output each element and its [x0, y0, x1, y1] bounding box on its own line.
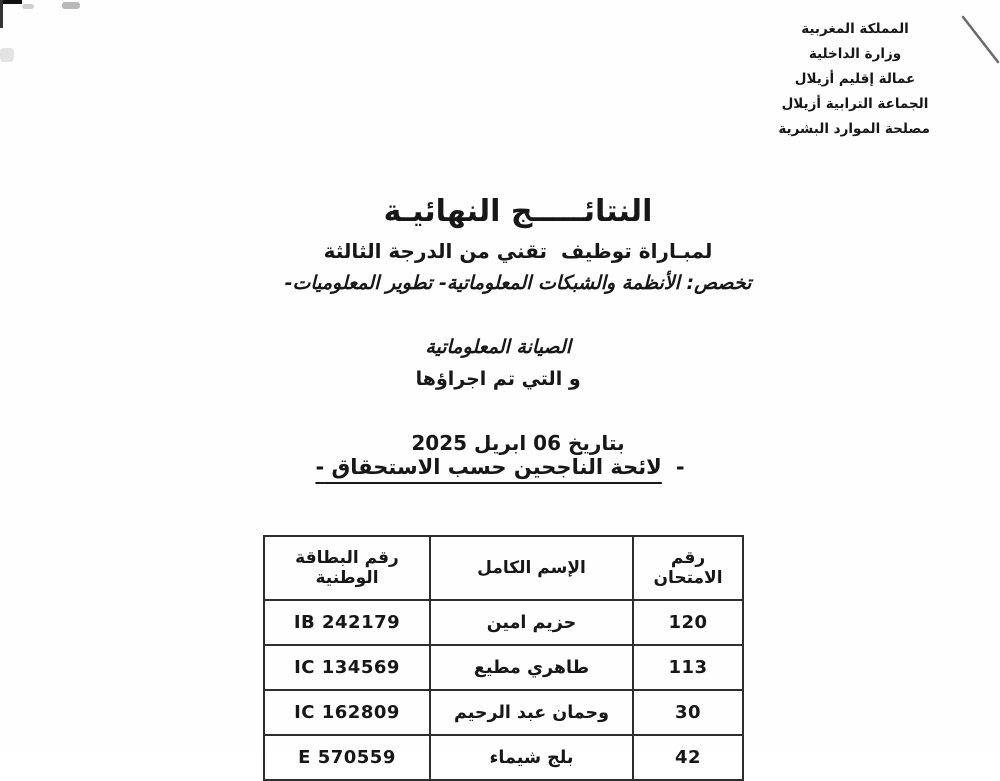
exam-date-line: بتاريخ 06 ابريل 2025 — [411, 431, 625, 455]
heading-text: لائحة الناجحين حسب الاستحقاق — [331, 455, 662, 479]
full-name-cell: طاهري مطيع — [430, 645, 633, 690]
table-row — [264, 690, 743, 735]
table-row — [264, 645, 743, 690]
column-header-exam-number: رقم الامتحان — [633, 536, 743, 600]
subtitle-specialization: تخصص: الأنظمة والشبكات المعلوماتية- تطوير المعلوميات- — [284, 272, 752, 294]
exam-number-cell: 42 — [633, 735, 743, 780]
table-row — [264, 735, 743, 780]
letterhead-line-province: عمالة إقليم أزيلال — [794, 71, 916, 87]
column-header-full-name: الإسم الكامل — [430, 536, 633, 600]
letterhead — [780, 17, 930, 142]
id-card-cell: IC 134569 — [264, 645, 430, 690]
heading-dash-start: - — [675, 455, 685, 479]
heading-dash-end: - — [315, 455, 325, 479]
scan-corner-artifact — [0, 0, 3, 28]
table-row — [264, 600, 743, 645]
full-name-cell: حزيم امين — [430, 600, 633, 645]
merit-list-heading — [14, 450, 1000, 484]
results-table — [263, 535, 744, 781]
subtitle-maintenance-italic: الصيانة المعلوماتية — [425, 336, 571, 358]
subtitle-maintenance — [36, 299, 1000, 427]
exam-number-cell: 113 — [633, 645, 743, 690]
full-name-cell: وحمان عبد الرحيم — [430, 690, 633, 735]
id-card-cell: E 570559 — [264, 735, 430, 780]
scan-speck — [62, 2, 80, 9]
full-name-cell: بلج شيماء — [430, 735, 633, 780]
exam-number-cell: 120 — [633, 600, 743, 645]
page-title: النتائـــــج النهائيـة — [383, 194, 653, 229]
scan-speck — [0, 48, 14, 62]
subtitle-competition: لمبـاراة توظيف تقني من الدرجة الثالثة — [323, 239, 713, 263]
letterhead-line-commune: الجماعة الترابية أزيلال — [781, 96, 929, 112]
id-card-cell: IC 162809 — [264, 690, 430, 735]
letterhead-line-kingdom: المملكة المغربية — [801, 21, 909, 37]
scan-corner-artifact — [0, 0, 22, 4]
scan-speck — [22, 4, 34, 9]
subtitle-maintenance-rest: و التي تم اجراؤها — [415, 368, 581, 390]
id-card-cell: IB 242179 — [264, 600, 430, 645]
pen-stroke-mark — [955, 10, 1000, 68]
exam-number-cell: 30 — [633, 690, 743, 735]
letterhead-line-hr-service: مصلحة الموارد البشرية — [778, 121, 930, 137]
title-block — [36, 188, 1000, 460]
table-header-row — [264, 536, 743, 600]
letterhead-line-ministry: وزارة الداخلية — [808, 46, 902, 62]
column-header-id-card: رقم البطاقة الوطنية — [264, 536, 430, 600]
